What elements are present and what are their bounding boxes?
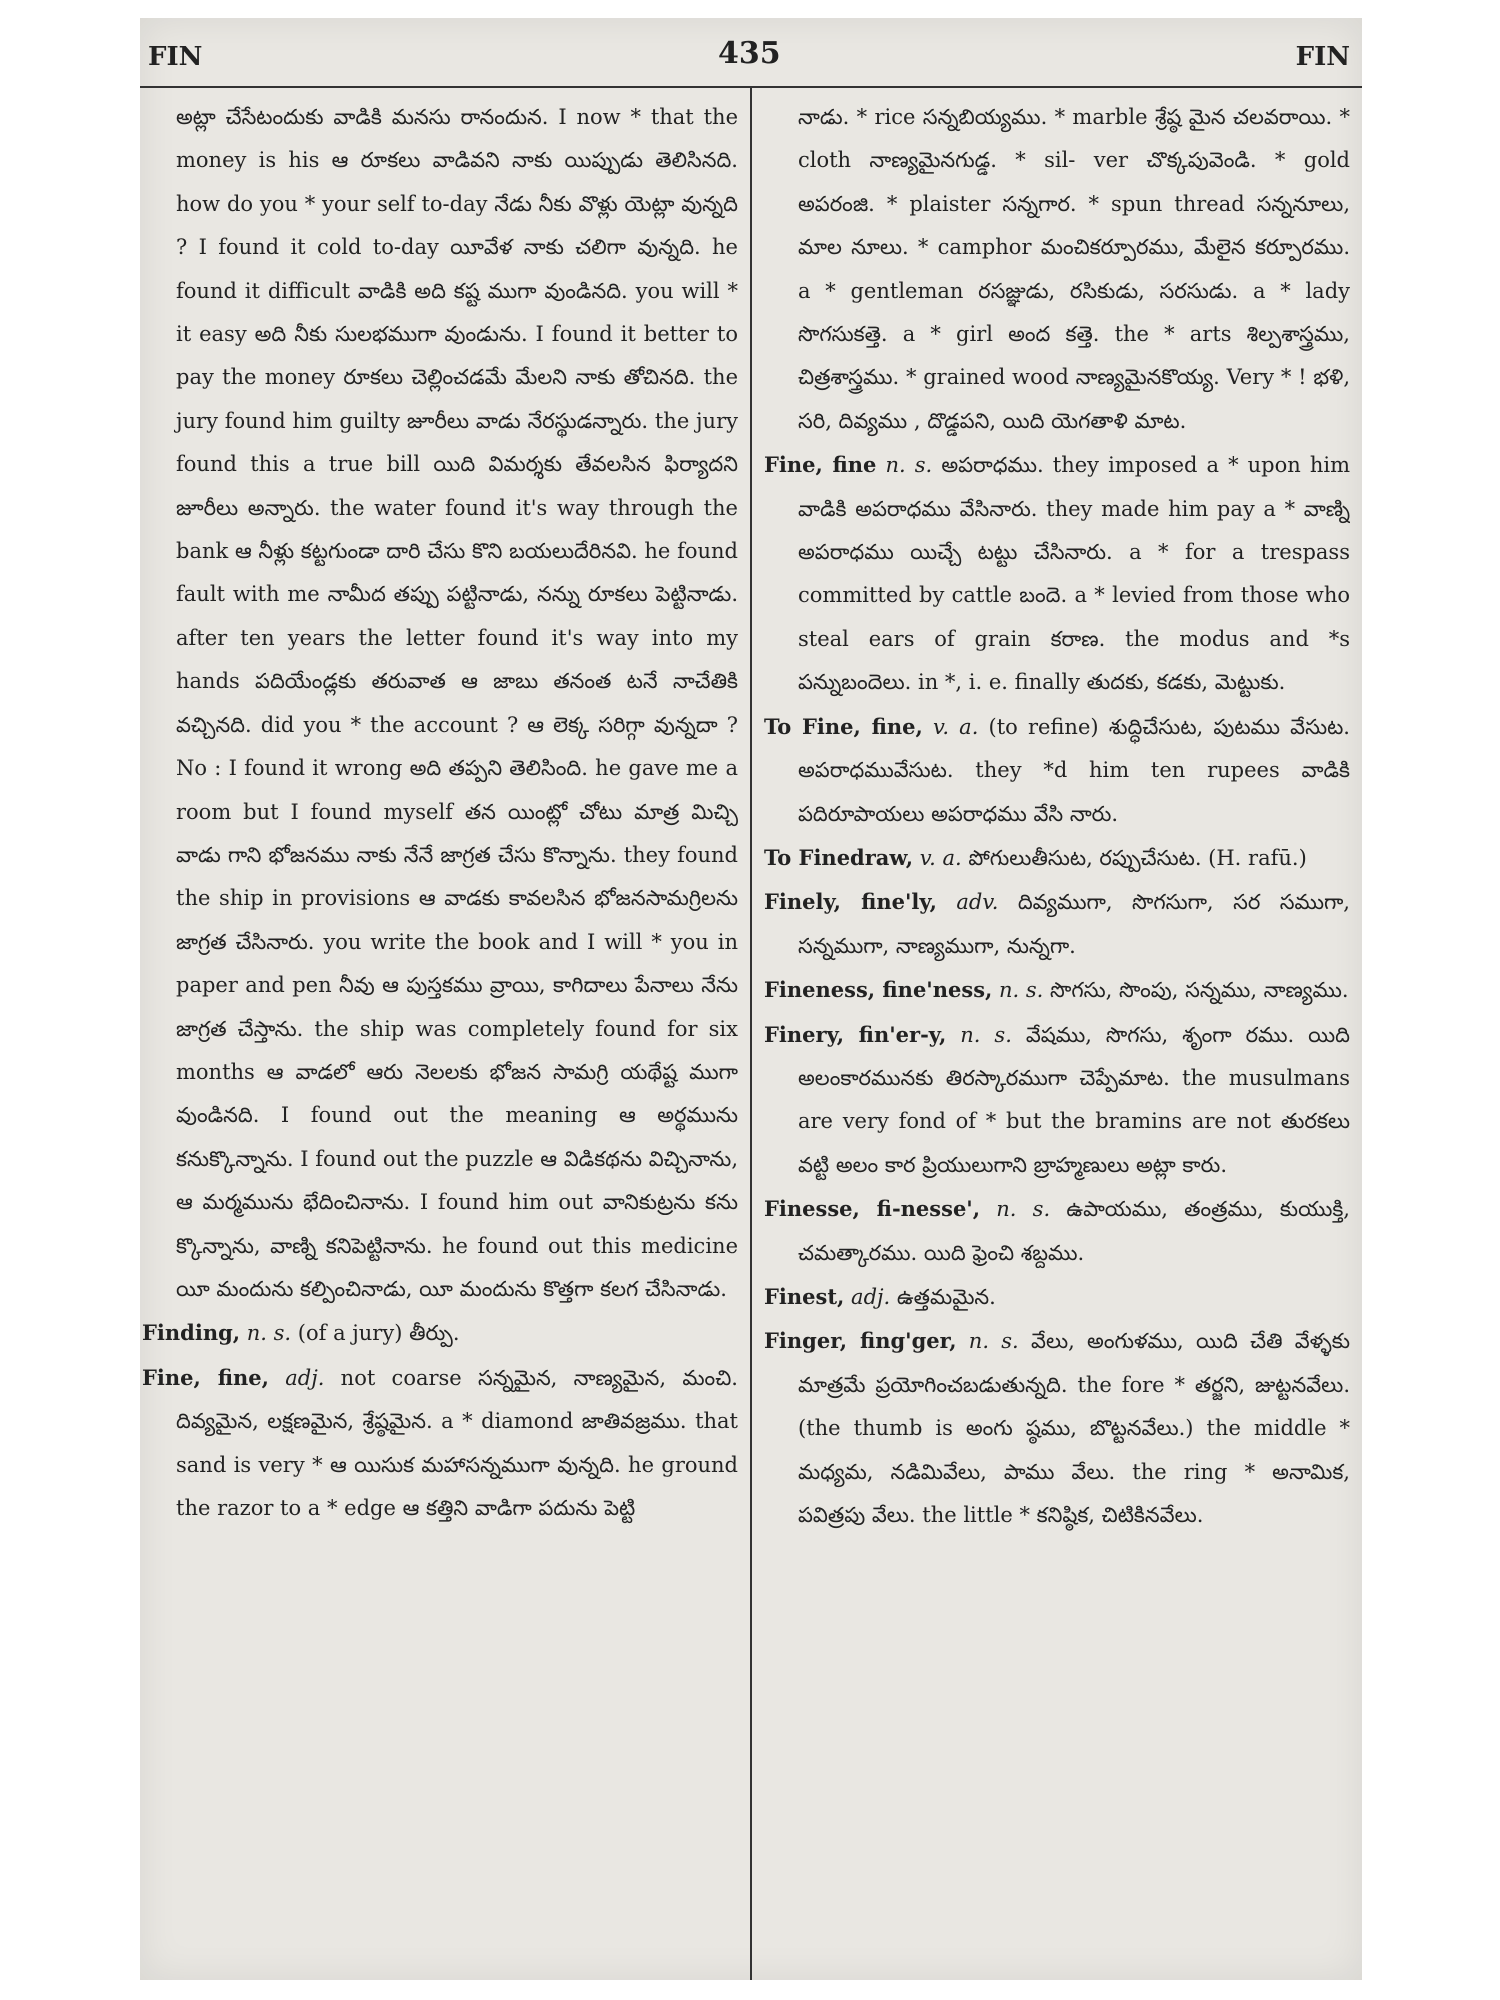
entry-text: వేషము, సొగసు, శృంగా రము. యిది అలంకారమునకు తిరస్కారముగా చెప్పేమాట. the musulmans are very fond of * but the bramins are not తురకలు వట్టి అలం కార ప్రియులుగాని బ్రాహ్మణులు అట్లా కారు. bbox=[798, 1022, 1350, 1177]
dictionary-page bbox=[140, 18, 1362, 1980]
entry-finery bbox=[764, 1013, 1350, 1188]
entry-continuation bbox=[764, 96, 1350, 443]
entry-headword: Finesse, fi-nesse', bbox=[764, 1196, 981, 1222]
page-header bbox=[140, 36, 1362, 76]
entry-fine-noun bbox=[764, 443, 1350, 704]
entry-text: నాడు. * rice సన్నబియ్యము. * marble శ్రేష్ఠ మైన చలవరాయి. * cloth నాణ్యమైనగుడ్డ. * sil- ver చొక్కపువెండి. * gold అపరంజి. * plaister సన్నగార. * spun thread సన్ననూలు, మాల నూలు. * camphor మంచికర్పూరము, మేలైన కర్పూరము. a * gentleman రసజ్ఞుడు, రసికుడు, సరసుడు. a * lady సొగసుకత్తె. a * girl అంద కత్తె. the * arts శిల్పశాస్త్రము, చిత్రశాస్త్రము. * grained wood నాణ్యమైనకొయ్య. Very * ! భళి, సరి, దివ్యము , దొడ్డపని, యిది యెగతాళి మాట. bbox=[798, 105, 1350, 433]
entry-part-of-speech: adv. bbox=[956, 890, 999, 915]
entry-text: అపరాధము. they imposed a * upon him వాడికి అపరాధము వేసినారు. they made him pay a * వాణ్ని అపరాధము యిచ్చే టట్టు చేసినారు. a * for a trespass committed by cattle బందె. a * levied from those who steal ears of grain కరాణ. the modus and *s పన్నుబందెలు. in *, i. e. finally తుదకు, కడకు, మెట్టుకు. bbox=[798, 453, 1350, 695]
right-column bbox=[764, 96, 1350, 1976]
entry-headword: To Fine, fine, bbox=[764, 713, 923, 739]
entry-fine-adj bbox=[142, 1356, 738, 1531]
entry-part-of-speech: n. s. bbox=[885, 453, 933, 478]
entry-text: వేలు, అంగుళము, యిది చేతి వేళ్ళకు మాత్రమే ప్రయోగించబడుతున్నది. the fore * తర్జని, జుట్టనవేలు. (the thumb is అంగు ష్ఠము, బొట్టనవేలు.) the middle * మధ్యమ, నడిమివేలు, పాము వేలు. the ring * అనామిక, పవిత్రపు వేలు. the little * కనిష్ఠిక, చిటికినవేలు. bbox=[798, 1329, 1350, 1527]
entry-part-of-speech: adj. bbox=[851, 1284, 891, 1309]
left-column bbox=[142, 96, 738, 1976]
entry-part-of-speech: n. s. bbox=[960, 1022, 1012, 1047]
entry-text: పోగులుతీసుట, రప్పుచేసుట. (H. rafū.) bbox=[968, 845, 1307, 870]
entry-text: not coarse సన్నమైన, నాణ్యమైన, మంచి. దివ్యమైన, లక్షణమైన, శ్రేష్ఠమైన. a * diamond జాతివజ్రము. that sand is very * ఆ యిసుక మహాసన్నముగా వున్నది. he ground the razor to a * edge ఆ కత్తిని వాడిగా పదును పెట్టి bbox=[176, 1365, 738, 1520]
entry-text: ఉపాయము, తంత్రము, కుయుక్తి, చమత్కారము. యిది ఫ్రెంచి శబ్దము. bbox=[798, 1197, 1350, 1265]
entry-headword: Fine, fine, bbox=[142, 1364, 269, 1390]
entry-text: అట్లా చేసేటందుకు వాడికి మనసు రానందున. I now * that the money is his ఆ రూకలు వాడివని నాకు యిప్పుడు తెలిసినది. how do you * your self to-day నేడు నీకు వొళ్లు యెట్లా వున్నది ? I found it cold to-day యీవేళ నాకు చలిగా వున్నది. he found it difficult వాడికి అది కష్ట ముగా వుండినది. you will * it easy అది నీకు సులభముగా వుండును. I found it better to pay the money రూకలు చెల్లించడమే మేలని నాకు తోచినది. the jury found him guilty జూరీలు వాడు నేరస్థుడన్నారు. the jury found this a true bill యిది విమర్శకు తేవలసిన ఫిర్యాదని జూరీలు అన్నారు. the water found it's way through the bank ఆ నీళ్లు కట్టగుండా దారి చేసు కొని బయలుదేరినవి. he found fault with me నామీద తప్పు పట్టినాడు, నన్ను రూకలు పెట్టినాడు. after ten years the letter found it's way into my hands పదియేండ్లకు తరువాత ఆ జాబు తనంత టనే నాచేతికి వచ్చినది. did you * the account ? ఆ లెక్క సరిగ్గా వున్నదా ? No : I found it wrong అది తప్పని తెలిసింది. he gave me a room but I found myself తన యింట్లో చోటు మాత్ర మిచ్చి వాడు గాని భోజనము నాకు నేనే జాగ్రత చేసు కొన్నాను. they found the ship in provisions ఆ వాడకు కావలసిన భోజనసామగ్రిలను జాగ్రత చేసినారు. you write the book and I will * you in paper and pen నీవు ఆ పుస్తకము వ్రాయి, కాగిదాలు పేనాలు నేను జాగ్రత చేస్తాను. the ship was completely found for six months ఆ వాడలో ఆరు నెలలకు భోజన సామగ్రి యథేష్ట ముగా వుండినది. I found out the meaning ఆ అర్థమును కనుక్కొన్నాను. I found out the puzzle ఆ విడికథను విచ్చినాను, ఆ మర్మమును భేదించినాను. I found him out వానికుట్రను కను క్కొన్నాను, వాణ్ని కనిపెట్టినాను. he found out this medicine యీ మందును కల్పించినాడు, యీ మందును కొత్తగా కలగ చేసినాడు. bbox=[176, 105, 738, 1301]
entry-to-fine bbox=[764, 705, 1350, 836]
entry-headword: Finely, fine'ly, bbox=[764, 889, 937, 915]
entry-finger bbox=[764, 1319, 1350, 1537]
entry-part-of-speech: adj. bbox=[285, 1365, 325, 1390]
entry-headword: Finest, bbox=[764, 1283, 845, 1309]
entry-headword: Finery, fin'er-y, bbox=[764, 1021, 947, 1047]
entry-headword: Finger, fing'ger, bbox=[764, 1328, 957, 1354]
entry-text: దివ్యముగా, సొగసుగా, సర సముగా, సన్నముగా, నాణ్యముగా, నున్నగా. bbox=[798, 890, 1350, 958]
entry-part-of-speech: n. s. bbox=[999, 978, 1044, 1003]
column-divider bbox=[750, 88, 752, 1980]
entry-text: ఉత్తమమైన. bbox=[896, 1284, 996, 1309]
entry-headword: Finding, bbox=[142, 1320, 241, 1346]
entry-text: (to refine) శుద్ధిచేసుట, పుటము వేసుట. అపరాధమువేసుట. they *d him ten rupees వాడికి పదిరూపాయలు అపరాధము వేసి నారు. bbox=[798, 714, 1350, 826]
entry-to-finedraw bbox=[764, 836, 1350, 880]
entry-part-of-speech: v. a. bbox=[932, 714, 979, 739]
entry-part-of-speech: n. s. bbox=[968, 1329, 1019, 1354]
entry-headword: Fine, fine bbox=[764, 452, 877, 478]
entry-headword: To Finedraw, bbox=[764, 844, 914, 870]
entry-text: సొగసు, సొంపు, సన్నము, నాణ్యము. bbox=[1050, 978, 1349, 1003]
entry-finding bbox=[142, 1311, 738, 1355]
entry-headword: Fineness, fine'ness, bbox=[764, 977, 993, 1003]
entry-finely bbox=[764, 880, 1350, 968]
entry-part-of-speech: v. a. bbox=[919, 845, 962, 870]
entry-finesse bbox=[764, 1187, 1350, 1275]
entry-part-of-speech: n. s. bbox=[996, 1197, 1051, 1222]
header-left-guide-word: FIN bbox=[148, 42, 203, 72]
page-number: 435 bbox=[718, 36, 781, 71]
entry-finest bbox=[764, 1275, 1350, 1319]
header-right-guide-word: FIN bbox=[1295, 42, 1350, 72]
entry-fineness bbox=[764, 968, 1350, 1012]
entry-text: (of a jury) తీర్పు. bbox=[297, 1321, 460, 1346]
entry-part-of-speech: n. s. bbox=[246, 1321, 292, 1346]
entry-continuation bbox=[142, 96, 738, 1311]
